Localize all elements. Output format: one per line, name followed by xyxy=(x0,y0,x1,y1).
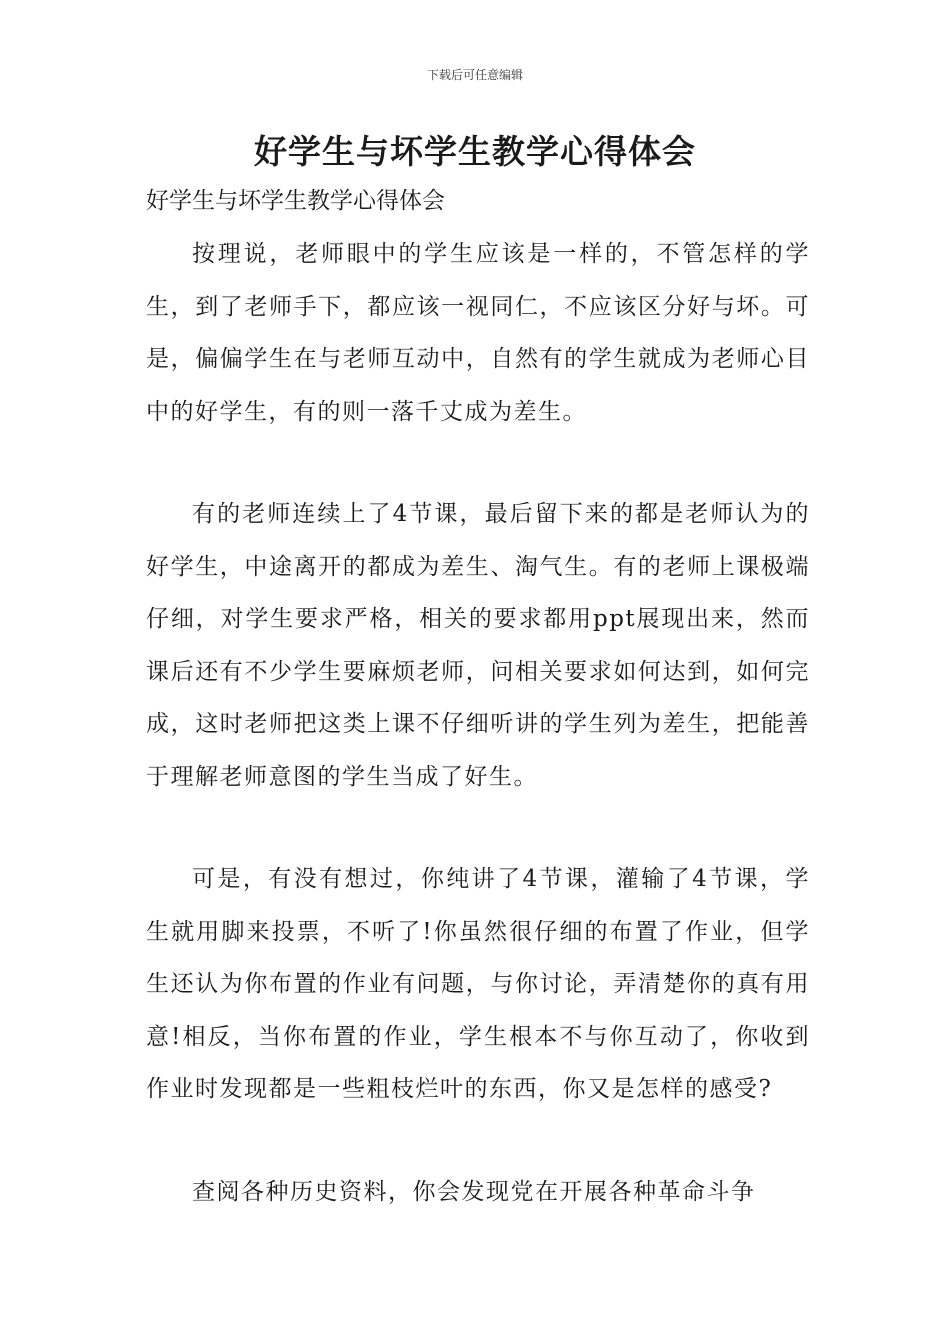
document-title: 好学生与坏学生教学心得体会 xyxy=(254,132,696,171)
paragraph-3: 可是，有没有想过，你纯讲了4节课，灌输了4节课，学生就用脚来投票，不听了!你虽然很仔细的布置了作业，但学生还认为你布置的作业有问题，与你讨论，弄清楚你的真有用意!相反，当你布置的作业，学生根本不与你互动了，你收到作业时发现都是一些粗枝烂叶的东西，你又是怎样的感受? xyxy=(146,866,810,1102)
paragraph-4: 查阅各种历史资料，你会发现党在开展各种革命斗争 xyxy=(192,1178,756,1205)
document-subtitle: 好学生与坏学生教学心得体会 xyxy=(146,188,445,214)
paragraph-2: 有的老师连续上了4节课，最后留下来的都是老师认为的好学生，中途离开的都成为差生、淘气生。有的老师上课极端仔细，对学生要求严格，相关的要求都用ppt展现出来，然而课后还有不少学生要麻烦老师，问相关要求如何达到，如何完成，这时老师把这类上课不仔细听讲的学生列为差生，把能善于理解老师意图的学生当成了好生。 xyxy=(146,501,810,790)
paragraph-1: 按理说，老师眼中的学生应该是一样的，不管怎样的学生，到了老师手下，都应该一视同仁，不应该区分好与坏。可是，偏偏学生在与老师互动中，自然有的学生就成为老师心目中的好学生，有的则一落千丈成为差生。 xyxy=(146,241,810,425)
document-body xyxy=(146,228,810,1268)
header-note: 下载后可任意编辑 xyxy=(426,68,523,82)
